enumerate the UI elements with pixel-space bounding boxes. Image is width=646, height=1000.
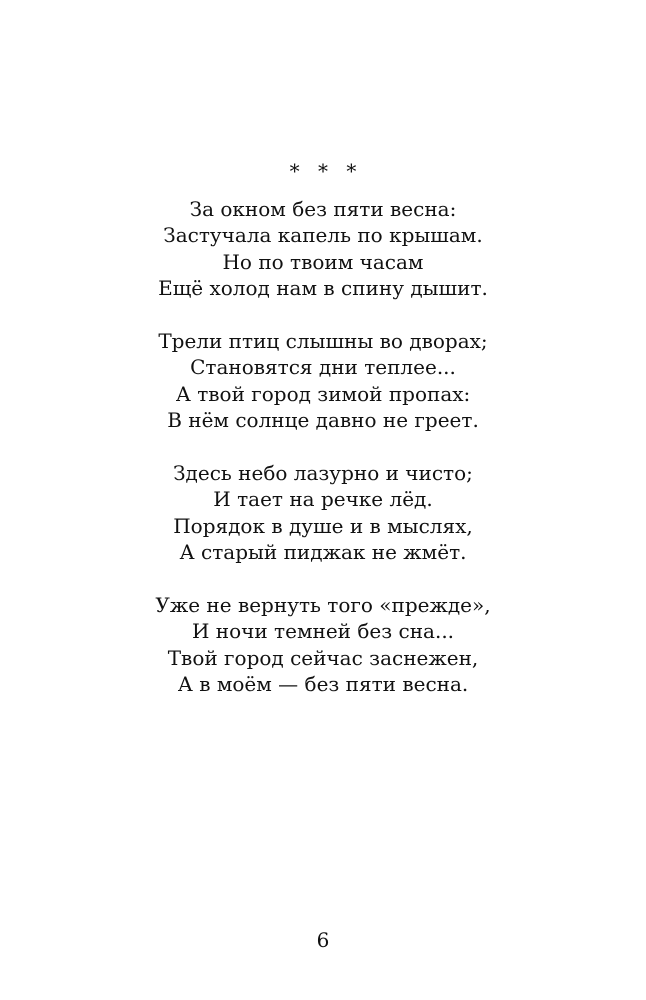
poem [0, 158, 646, 724]
poem-line: Уже не вернуть того «прежде», [155, 592, 491, 617]
poem-line: Но по твоим часам [222, 249, 424, 274]
stanza-4 [0, 592, 646, 698]
poem-line: Ещё холод нам в спину дышит. [158, 276, 488, 300]
poem-line: Трели птиц слышны во дворах; [158, 328, 488, 353]
poem-line: А твой город зимой пропах: [175, 381, 471, 406]
stanza-3 [0, 460, 646, 566]
poem-line: В нём солнце давно не греет. [167, 408, 479, 432]
stanza-1 [0, 196, 646, 302]
poem-line: Порядок в душе и в мыслях, [173, 513, 473, 538]
poem-line: И ночи темней без сна... [191, 619, 455, 643]
poem-line: А старый пиджак не жмёт. [179, 540, 467, 564]
poem-line: Твой город сейчас заснежен, [167, 645, 479, 670]
poem-line: А в моём — без пяти весна. [177, 672, 469, 696]
poem-separator: * * * [289, 159, 363, 183]
poem-line: Становятся дни теплее... [190, 355, 456, 379]
stanza-2 [0, 328, 646, 434]
poem-line: Застучала капель по крышам. [163, 223, 483, 247]
poem-line: За окном без пяти весна: [189, 196, 457, 221]
poem-line: И тает на речке лёд. [213, 487, 433, 511]
poem-line: Здесь небо лазурно и чисто; [173, 460, 473, 485]
page-number: 6 [316, 928, 330, 952]
